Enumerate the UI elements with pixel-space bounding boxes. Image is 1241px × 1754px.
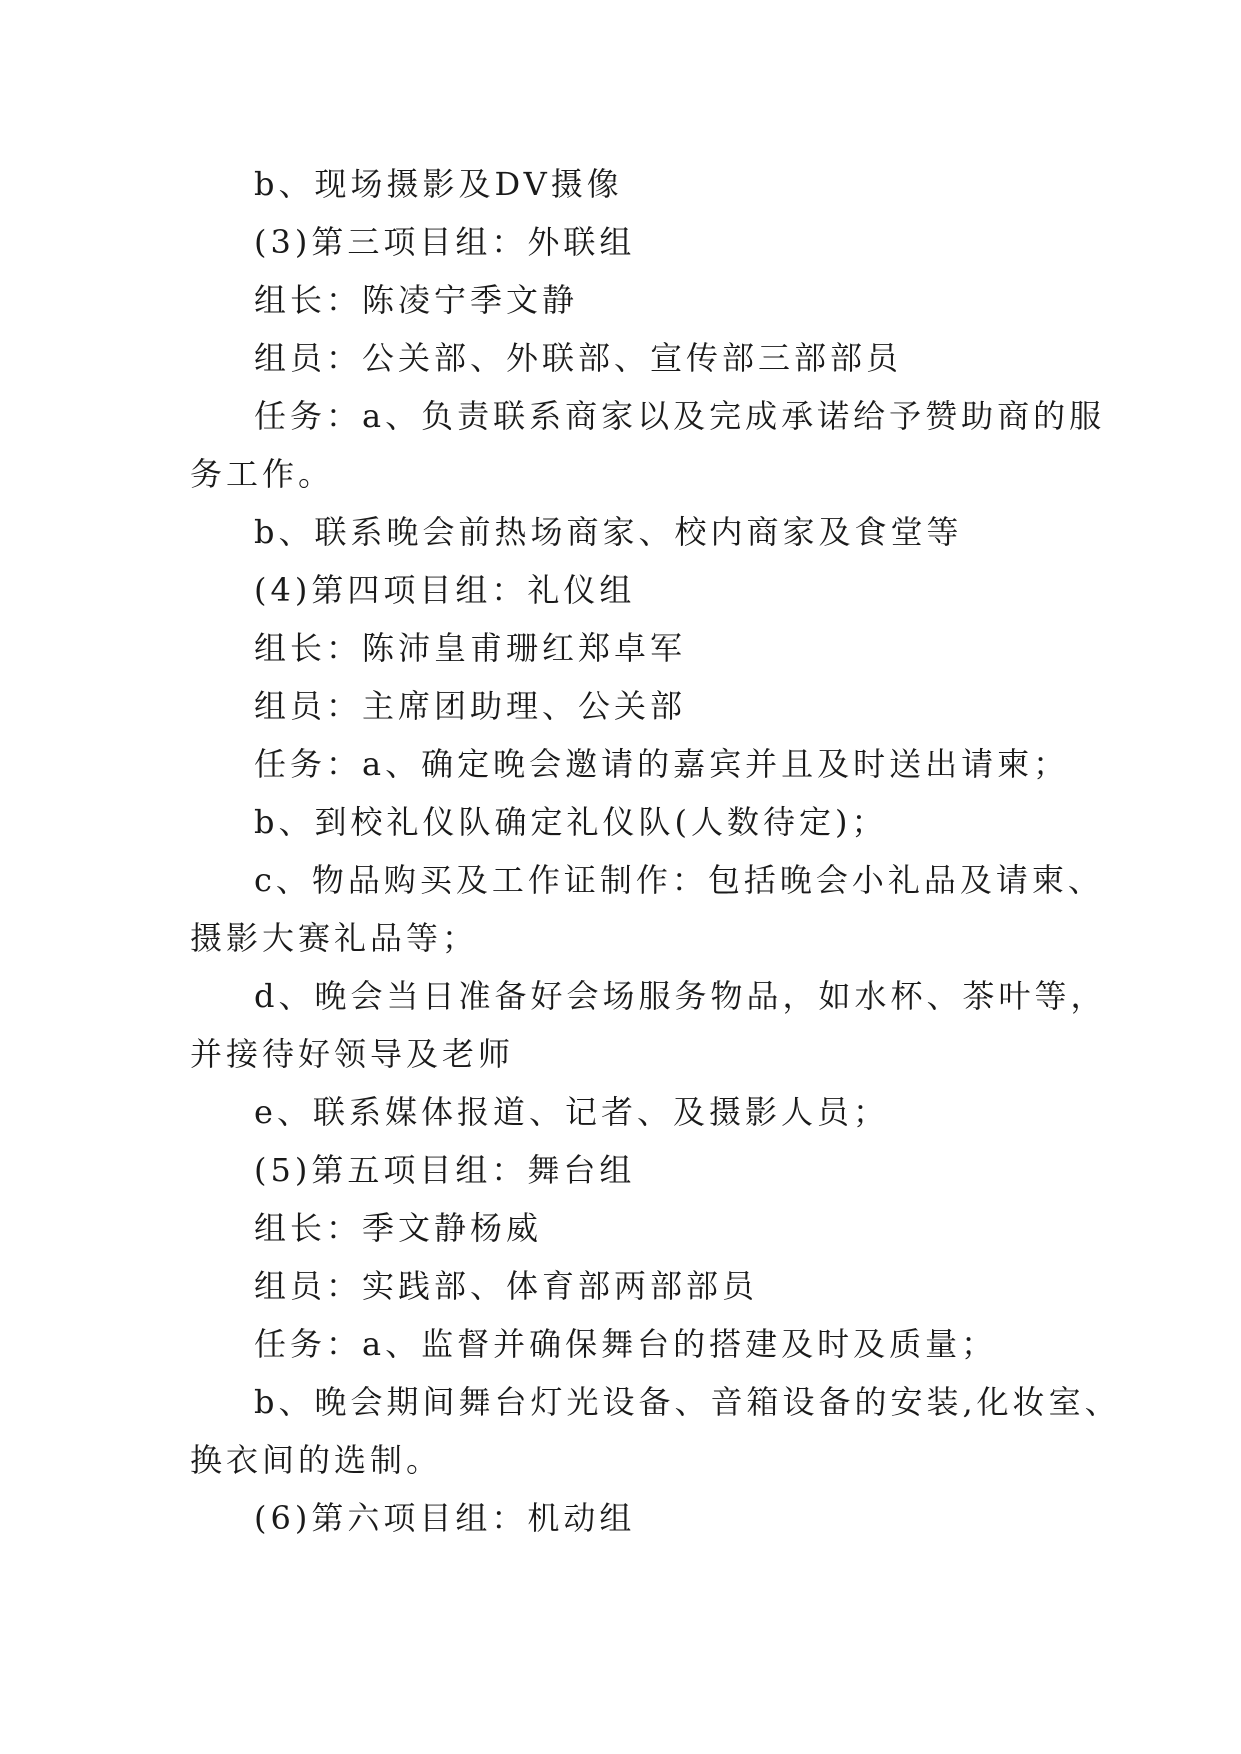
paragraph-line: b、到校礼仪队确定礼仪队(人数待定)； bbox=[254, 803, 888, 841]
paragraph-line: 组长：陈沛皇甫珊红郑卓军 bbox=[254, 629, 687, 667]
paragraph-line: 并接待好领导及老师 bbox=[190, 1035, 515, 1073]
section-heading: (6)第六项目组：机动组 bbox=[254, 1499, 636, 1537]
paragraph-line: 换衣间的选制。 bbox=[190, 1441, 443, 1479]
paragraph-line: b、现场摄影及DV摄像 bbox=[254, 165, 623, 203]
paragraph-line: 组员：实践部、体育部两部部员 bbox=[254, 1267, 759, 1305]
section-heading: (5)第五项目组：舞台组 bbox=[254, 1151, 636, 1189]
section-heading: (4)第四项目组：礼仪组 bbox=[254, 571, 636, 609]
paragraph-line: b、晚会期间舞台灯光设备、音箱设备的安装,化妆室、 bbox=[254, 1383, 1121, 1421]
paragraph-line: 组长：季文静杨威 bbox=[254, 1209, 543, 1247]
paragraph-line: b、联系晚会前热场商家、校内商家及食堂等 bbox=[254, 513, 963, 551]
section-heading: (3)第三项目组：外联组 bbox=[254, 223, 636, 261]
paragraph-line: 任务：a、监督并确保舞台的搭建及时及质量； bbox=[254, 1325, 998, 1363]
paragraph-line: 任务：a、负责联系商家以及完成承诺给予赞助商的服 bbox=[254, 397, 1106, 435]
paragraph-line: 摄影大赛礼品等； bbox=[190, 919, 479, 957]
paragraph-line: 组员：主席团助理、公关部 bbox=[254, 687, 687, 725]
paragraph-line: 任务：a、确定晚会邀请的嘉宾并且及时送出请柬； bbox=[254, 745, 1070, 783]
paragraph-line: d、晚会当日准备好会场服务物品，如水杯、茶叶等， bbox=[254, 977, 1107, 1015]
paragraph-line: c、物品购买及工作证制作：包括晚会小礼品及请柬、 bbox=[254, 861, 1104, 899]
paragraph-line: 务工作。 bbox=[190, 455, 335, 493]
paragraph-line: 组员：公关部、外联部、宣传部三部部员 bbox=[254, 339, 903, 377]
paragraph-line: 组长：陈凌宁季文静 bbox=[254, 281, 579, 319]
paragraph-line: e、联系媒体报道、记者、及摄影人员； bbox=[254, 1093, 889, 1131]
